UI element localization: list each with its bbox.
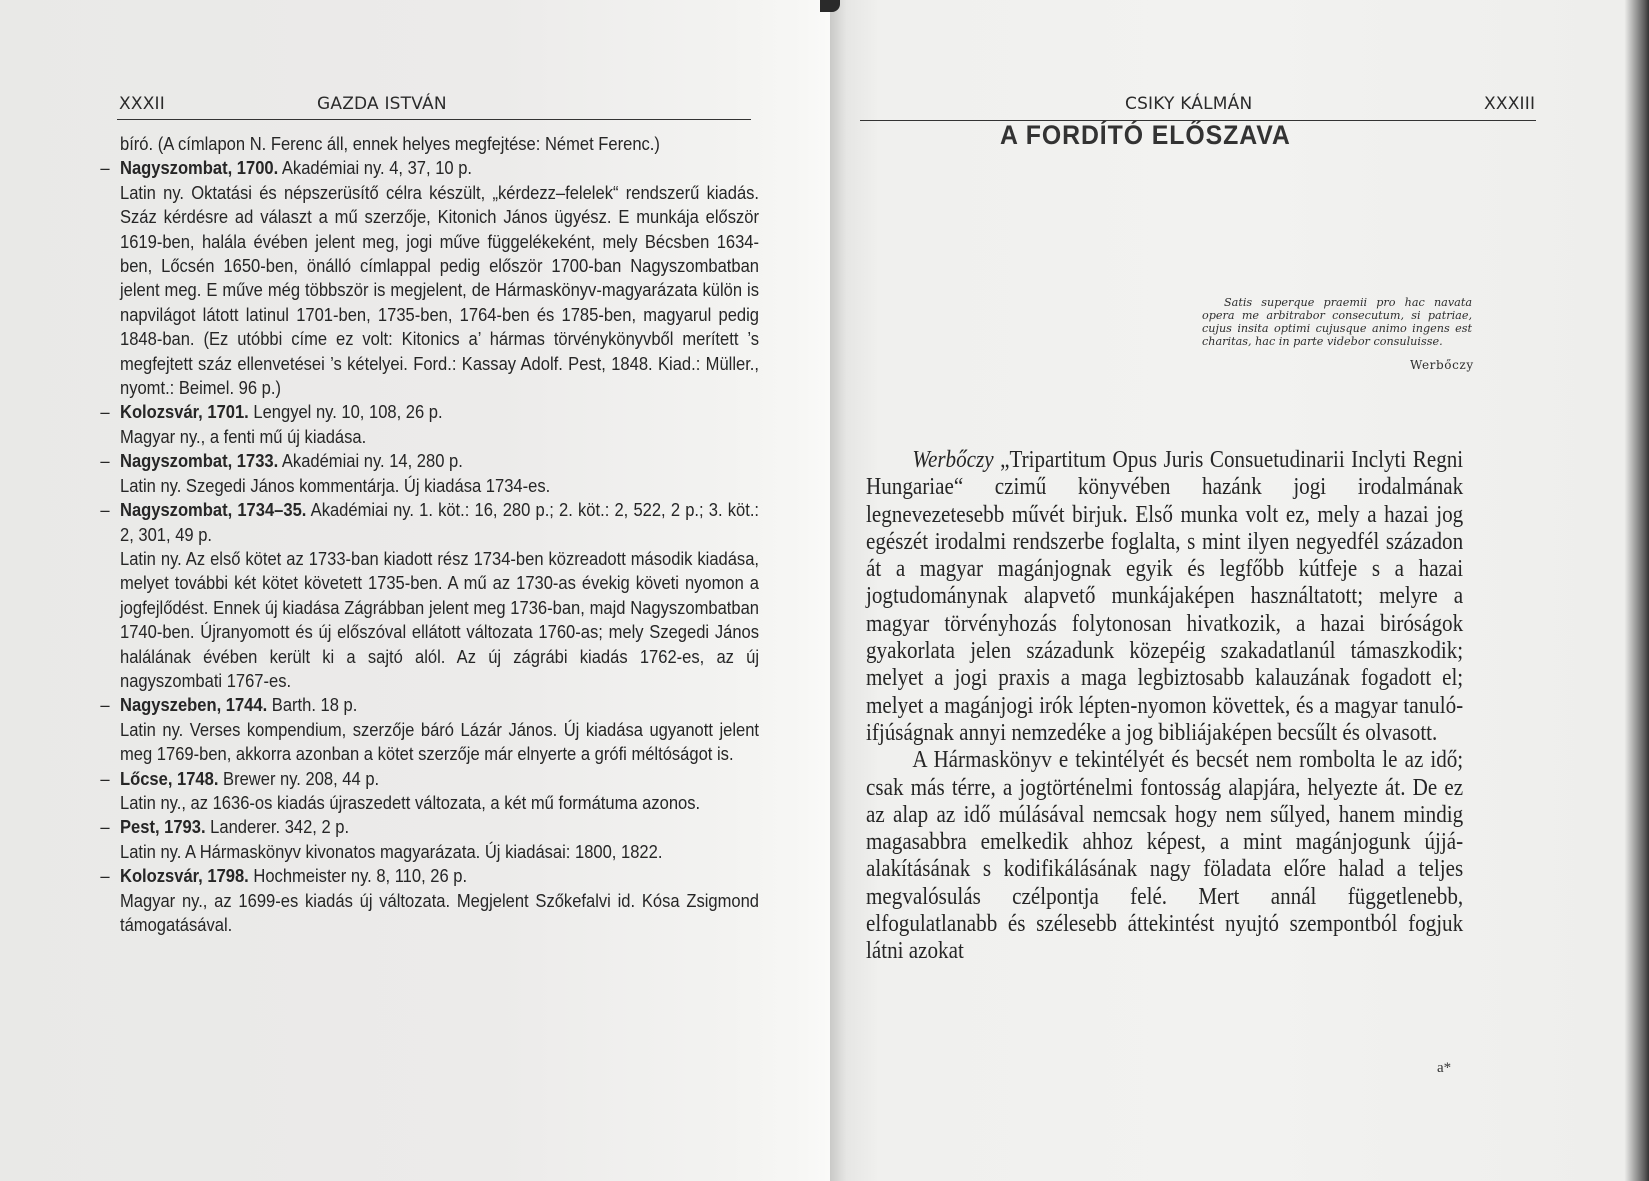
left-header-rule [117,119,751,120]
entry-dash: – [100,767,110,789]
paragraph-text: A Hármaskönyv e tekintélyét és becsét nem rombolta le az idő; csak más térre, a jogtörténelmi fontosság alapjára, helyezte át. De ez az alap az idő múlásával nemcsak hogy nem sűlyed, hanem mindig magasabbra emelkedik ahhoz képest, a mint magánjogunk újjá-alakításának s kodifikálásának nagy föladata előre halad a teljes megvalósulás czélpontja felé. Mert annál függetlenebb, elfogulatlanabb és szélesebb áttekintést nyujtó szempontból fogjuk látni azokat [866,746,1464,965]
entry-description: Latin ny. Szegedi János kommentárja. Új kiadása 1734-es. [120,474,551,496]
right-page-body [866,446,1463,965]
entry-place-year: Nagyszombat, 1733. [120,450,279,472]
intro-continuation: bíró. (A címlapon N. Ferenc áll, ennek helyes megfejtése: Német Ferenc.) [120,133,660,154]
signature-mark: a* [1437,1060,1452,1076]
motto-author: Werbőczy [1410,358,1474,372]
bibliography-entry [100,400,759,449]
bibliography-entry [100,767,759,816]
bibliography-entry [100,693,759,766]
entry-dash: – [100,816,110,838]
entry-dash: – [100,694,110,716]
entry-dash: – [100,865,110,887]
body-paragraph [866,746,1463,964]
bibliography-entry [100,498,759,693]
entry-description: Latin ny. Verses kompendium, szerzője báró Lázár János. Új kiadása ugyanott jelent meg 1769-ben, akkorra azonban a kötet szerzője már elnyerte a grófi méltóságot is. [120,718,760,765]
entry-description: Latin ny. Oktatási és népszerüsítő célra készült, „kérdezz–felelek“ rendszerű kiadás. Száz kérdésre ad választ a mű szerzője, Kitonich János ügyész. E munkája először 1619-ben, halála évében jelent meg, jogi műve függelékeként, mely Bécsben 1634-ben, Lőcsén 1650-ben, önálló címlappal pedig először 1700-ban Nagyszombatban jelent meg. E műve még többször is megjelent, de Hármaskönyv-magyarázata külön is napvilágot látott latinul 1701-ben, 1735-ben, 1764-ben és 1785-ben, magyarul pedig 1848-ban. (Ez utóbbi címe ez volt: Kitonics a’ hármas törvénykönyvből merített ’s megfejtett száz ellenvetései ’s kételyei. Ford.: Kassay Adolf. Pest, 1848. Kiad.: Müller., nyomt.: Beimel. 96 p.) [120,181,760,399]
paragraph-lead-italic: Werbőczy [912,446,994,473]
entry-place-year: Kolozsvár, 1798. [120,865,249,887]
left-page-body [100,132,760,937]
right-page-number: XXXIII [1484,94,1536,114]
body-paragraph [866,446,1463,746]
entry-imprint: Brewer ny. 208, 44 p. [223,767,380,789]
entry-place-year: Nagyszombat, 1734–35. [120,499,307,521]
entry-description: Magyar ny., az 1699-es kiadás új változata. Megjelent Szőkefalvi id. Kósa Zsigmond támogatásával. [120,889,760,935]
paragraph-text: „Tripartitum Opus Juris Consuetudinarii Inclyti Regni Hungariae“ czimű könyvében hazánk jogi irodalmának legnevezetesebb művét birjuk. Első munka volt ez, mely a hazai jog egészét irodalmi rendszerbe foglalta, s mint ilyen negyedfél századon át a magyar magánjognak egyik és legfőbb kútfeje s a hazai jogtudománynak alapvető munkájaképen használtatott; melyre a magyar törvényhozás folytonosan hivatkozik, a hazai biróságok gyakorlata jelen századunk közepéig szakadatlanúl támaszkodik; melyet a jogi praxis a maga legbiztosabb kalauzának fogadott el; melyet a magánjogi irók lépten-nyomon követtek, és a magyar tanuló-ifjúságnak annyi nemzedéke a jog bibliájaképen becsűlt és olvasott. [866,446,1464,746]
entry-place-year: Pest, 1793. [120,816,206,838]
entry-dash: – [100,499,110,521]
left-page-number: XXXII [119,94,165,114]
entry-description: Latin ny. A Hármaskönyv kivonatos magyarázata. Új kiadásai: 1800, 1822. [120,840,663,862]
entry-place-year: Kolozsvár, 1701. [120,401,249,423]
entry-place-year: Nagyszeben, 1744. [120,694,268,716]
bibliography-entry [100,449,759,498]
entry-imprint: Akadémiai ny. 14, 280 p. [281,450,463,472]
left-running-head: GAZDA ISTVÁN [317,94,447,114]
entry-dash: – [100,157,110,179]
entry-description: Latin ny. Az első kötet az 1733-ban kiadott rész 1734-ben közreadott második kiadása, melyet további két kötet követett 1735-ben. A mű az 1730-as évekig követi nyomon a jogfejlődést. Ennek új kiadása Zágrábban jelent meg 1736-ban, majd Nagyszombatban 1740-ben. Újranyomott és új előszóval ellátott változata 1760-as; mely Szegedi János halálának évében került ki a sajtó alól. Az új zágrábi kiadás 1762-es, az új nagyszombati 1767-es. [120,547,760,691]
entry-place-year: Nagyszombat, 1700. [120,157,279,179]
entry-place-year: Lőcse, 1748. [120,767,219,789]
entry-imprint: Hochmeister ny. 8, 110, 26 p. [253,865,468,887]
entry-dash: – [100,450,110,472]
entry-imprint: Barth. 18 p. [271,694,358,716]
chapter-title: A FORDÍTÓ ELŐSZAVA [1000,120,1291,150]
bibliography-entry [100,156,759,400]
bibliography-entry [100,864,759,937]
entry-dash: – [100,401,110,423]
entry-description: Latin ny., az 1636-os kiadás újraszedett változata, a két mű formátuma azonos. [120,791,701,813]
entry-imprint: Landerer. 342, 2 p. [210,816,350,838]
right-running-head: CSIKY KÁLMÁN [1125,94,1253,114]
entry-imprint: Akadémiai ny. 4, 37, 10 p. [281,157,473,179]
bibliography-entry [100,815,759,864]
motto-quote: Satis superque praemii pro hac navata opera me arbitrabor consecutum, si patriae, cujus insita optimi cujusque animo ingens est charitas, hac in parte videbor consuluisse. [1202,296,1472,348]
entry-imprint: Lengyel ny. 10, 108, 26 p. [253,401,443,423]
entry-imprint: Akadémiai ny. 1. köt.: 16, 280 p.; 2. köt.: 2, 522, 2 p.; 3. köt.: 2, 301, 49 p. [120,499,760,545]
entry-description: Magyar ny., a fenti mű új kiadása. [120,425,367,447]
book-gutter [820,0,840,12]
